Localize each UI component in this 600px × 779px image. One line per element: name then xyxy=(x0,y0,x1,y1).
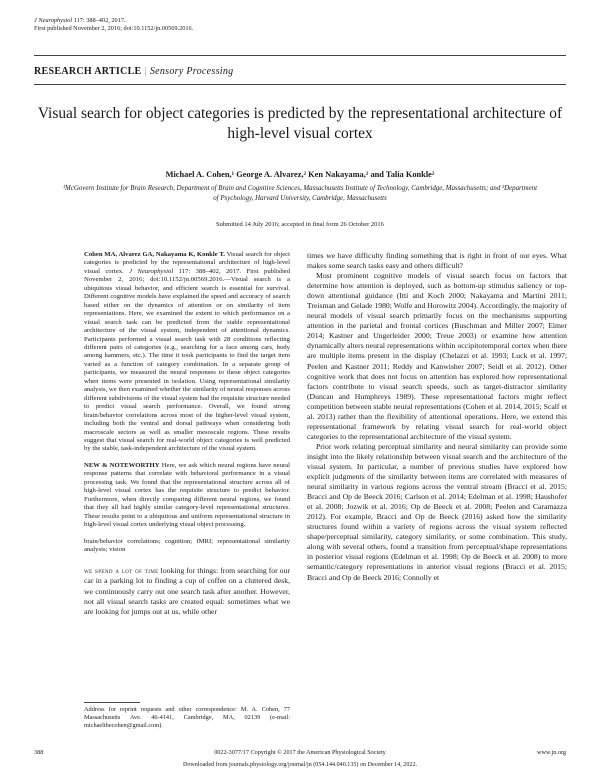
intro-paragraph xyxy=(84,566,290,616)
left-column xyxy=(84,251,290,617)
spacer xyxy=(84,554,290,566)
author-list: Michael A. Cohen,¹ George A. Alvarez,² Ken Nakayama,² and Talia Konkle² xyxy=(165,170,435,179)
submission-dates: Submitted 14 July 2016; accepted in final form 26 October 2016 xyxy=(216,221,384,228)
download-notice: Downloaded from journals.physiology.org/journal/jn (054.144.040.135) on December 14, 2022. xyxy=(182,762,418,768)
intro-lead: we spend a lot of time xyxy=(84,566,159,576)
intro-text: looking for things: from searching for our car in a parking lot to finding a cup of coffee on a cluttered desk, we continuously carry out one search task after another. However, not all visual search tasks are created equal: sometimes what we are looking for jumps out at us, while other xyxy=(84,566,290,616)
abstract-text-a: Visual search for object categories is predicted by the representational architecture of high-level visual cortex. xyxy=(84,251,291,275)
page-number: 388 xyxy=(34,749,44,756)
footnote-divider xyxy=(84,702,140,703)
body-paragraph-3: Prior work relating perceptual similarity and neural similarity can provide some insight into the likely relationship between visual search and the architecture of the visual system. In particular, a number of previous studies have explored how explicit judgments of the similarity between items are correlated with measures of neural similarity in various regions across the ventral stream (Bracci et al. 2015; Bracci and Op de Beeck 2016; Carlson et al. 2014; Edelman et al. 1998; Haushofer et al. 2008; Jozwik et al. 2016; Op de Beeck et al. 2008; Peelen and Caramazza 2012). For example, Bracci and Op de Beeck (2016) asked how the similarity structures found within a variety of regions across the visual system reflected shape/perceptual similarity, category similarity, or some combination. This study, along with several others, found a transition from perceptual/shape representations in posterior visual regions (Edelman et al. 1998; Op de Beeck et al. 2008) to more semantic/category representations in anterior visual regions (Bracci et al. 2015; Bracci and Op de Beeck 2016; Connolly et xyxy=(307,441,567,582)
keywords: brain/behavior correlations; cognition; fMRI; representational similarity analysis; vision xyxy=(84,537,290,553)
new-noteworthy-text: Here, we ask which neural regions have neural response patterns that correlate with behavioral performance in a visual processing task. We found that the representational structure across all of high-level visual cortex has the requisite structure to predict behavior. Furthermore, when directly comparing different neural regions, we found that they all had highly similar category-level representational structures. These results point to a ubiquitous and uniform representational structure in high-level visual cortex underlying visual object processing. xyxy=(84,461,290,529)
journal-header xyxy=(34,17,193,32)
spacer xyxy=(84,454,290,462)
article-section: Sensory Processing xyxy=(149,66,234,77)
article-title: Visual search for object categories is predicted by the representational architecture of high-level visual cortex xyxy=(37,105,563,142)
journal-name: J Neurophysiol xyxy=(34,17,73,24)
spacer xyxy=(84,530,290,538)
affiliations: ¹McGovern Institute for Brain Research, Department of Brain and Cognitive Sciences, Massachusetts Institute of Technology, Cambridge, Massachusetts; and ²Department of Psychology, Harvard University, Cambridge, Massachusetts xyxy=(62,185,538,202)
correspondence-address: Address for reprint requests and other correspondence: M. A. Cohen, 77 Massachusetts Ave. 46-4141, Cambridge, MA, 02139 (e-mail: michaelthecohen@gmail.com). xyxy=(84,706,290,729)
article-type-label: RESEARCH ARTICLE xyxy=(34,66,142,77)
body-paragraph-1: times we have difficulty finding something that is right in front of our eyes. What makes some search tasks easy and others difficult? xyxy=(307,251,567,271)
new-noteworthy xyxy=(84,462,290,530)
abstract xyxy=(84,251,290,454)
published-line: First published November 2, 2016; doi:10.1152/jn.00569.2016. xyxy=(34,24,194,32)
journal-url[interactable]: www.jn.org xyxy=(536,749,566,756)
body-paragraph-2: Most prominent cognitive models of visual search focus on factors that determine how attention is deployed, such as bottom-up stimulus saliency or top-down attentional guidance (Itti and Koch 2000; Nakayama and Martini 2011; Treisman and Gelade 1980; Wolfe and Horowitz 2004). Accordingly, the majority of neural models of visual search primarily focus on the mechanisms supporting attention in the parietal and frontal cortices (Buschman and Miller 2007; Eimer 2014; Kastner and Ungerleider 2000; Treue 2003) or examine how attention dynamically alters neural representations within occipitotemporal cortex when there are multiple items present in the display (Chelazzi et al. 1993; Luck et al. 1997; Peelen and Kastner 2011; Reddy and Kanwisher 2007; Seidl et al. 2012). Other cognitive work that does not focus on attention has explored how representational factors contribute to visual search speeds, such as target-distractor similarity (Duncan and Humphreys 1989). These representational factors might reflect competition between stable neural representations (Cohen et al. 2014, 2015; Scalf et al. 2013) rather than the flexibility of attentional operations. Here, we extend this representational framework by relating visual search for real-world object categories to the representational architecture of the visual system. xyxy=(307,271,567,441)
article-type xyxy=(34,66,233,77)
abstract-journal: J Neurophysiol xyxy=(129,267,174,275)
article-type-separator: | xyxy=(144,66,147,77)
new-noteworthy-label: NEW & NOTEWORTHY xyxy=(84,461,160,469)
section-divider xyxy=(34,84,566,85)
copyright-line: 0022-3077/17 Copyright © 2017 the American Physiological Society xyxy=(214,749,386,756)
abstract-citation-lead: Cohen MA, Alvarez GA, Nakayama K, Konkle T. xyxy=(84,251,225,258)
right-column xyxy=(307,251,567,583)
abstract-text-b: 117: 388–402, 2017. First published November 2, 2016; doi:10.1152/jn.00569.2016.—Visual search is a ubiquitous visual behavior, and efficient search is essential for survival. Different cognitive models have explained the speed and accuracy of search based either on the dynamics of attention or on similarity of item representations. Here, we examined the extent to which performance on a visual search task can be predicted from the stable representational architecture of the visual system, independent of attentional dynamics. Participants performed a visual search task with 28 conditions reflecting different pairs of categories (e.g., searching for a face among cars, body among hammers, etc.). The time it took participants to find the target item varied as a function of category combination. In a separate group of participants, we measured the neural responses to these object categories when items were presented in isolation. Using representational similarity analysis, we then examined whether the similarity of neural responses across different subdivisions of the visual system had the requisite structure needed to predict visual search performance. Overall, we found strong brain/behavior correlations across most of the higher-level visual system, including both the ventral and dorsal pathways when considering both macroscale sectors as well as smaller mesoscale regions. These results suggest that visual search for real-world object categories is well predicted by the stable, task-independent architecture of the visual system. xyxy=(84,267,290,453)
header-divider xyxy=(34,55,566,56)
journal-citation: 117: 388–402, 2017. xyxy=(73,17,126,24)
